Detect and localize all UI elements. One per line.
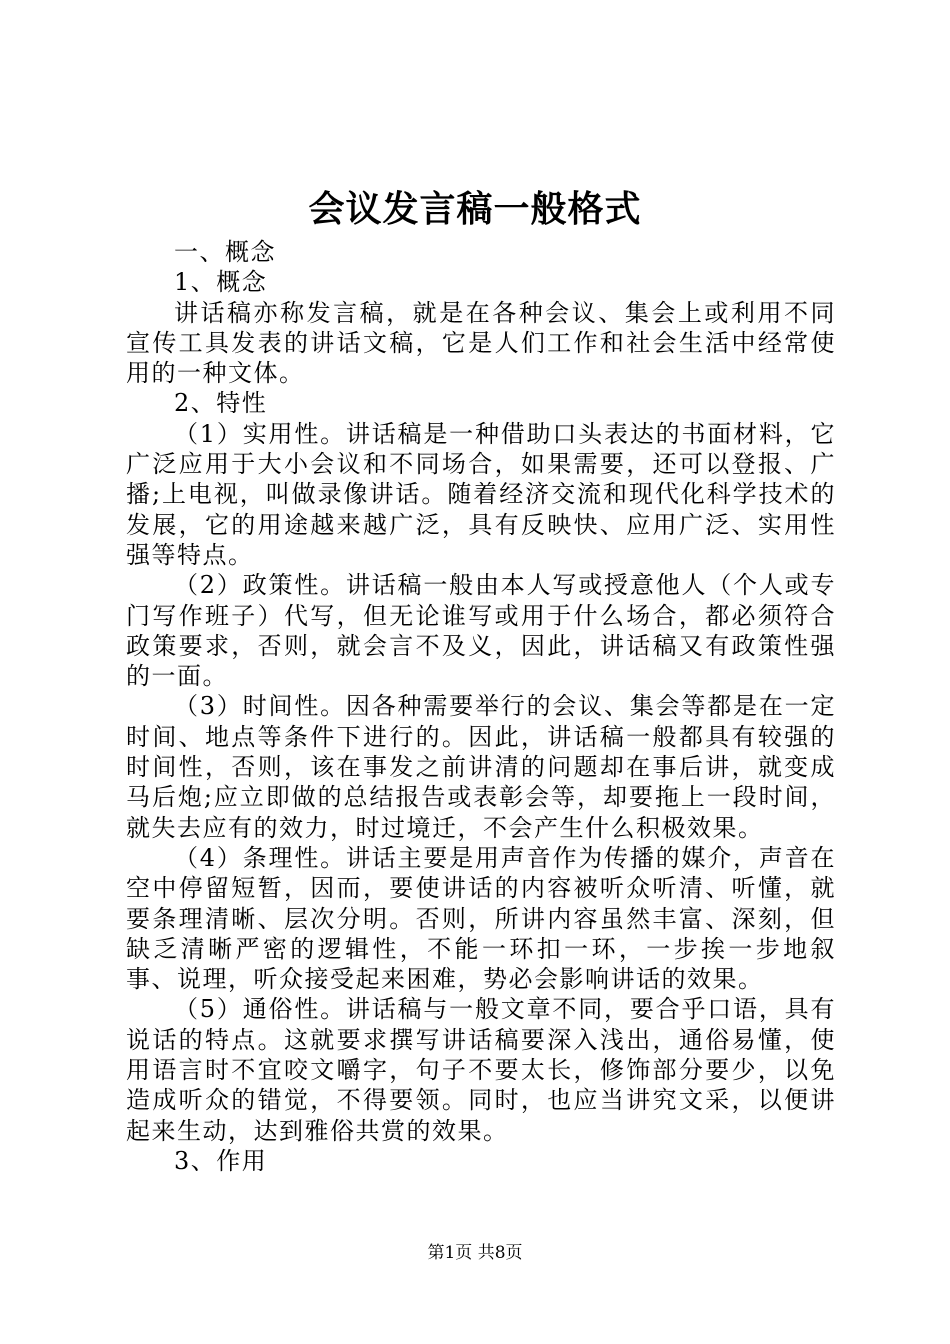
section-heading-concept: 一、概念 — [174, 238, 276, 266]
paragraph-definition: 讲话稿亦称发言稿，就是在各种会议、集会上或利用不同宣传工具发表的讲话文稿，它是人们工作和社会生活中经常使用的一种文体。 — [126, 298, 836, 388]
subsection-heading-features: 2、特性 — [174, 389, 268, 418]
subsection-heading-concept: 1、概念 — [174, 268, 268, 297]
paragraph-practicality: （1）实用性。讲话稿是一种借助口头表达的书面材料，它广泛应用于大小会议和不同场合，如果需要，还可以登报、广播;上电视，叫做录像讲话。随着经济交流和现代化科学技术的发展，它的用途越来越广泛，具有反映快、应用广泛、实用性强等特点。 — [126, 419, 836, 569]
subsection-heading-function: 3、作用 — [174, 1146, 268, 1175]
paragraph-policy: （2）政策性。讲话稿一般由本人写或授意他人（个人或专门写作班子）代写，但无论谁写或用于什么场合，都必须符合政策要求，否则，就会言不及义，因此，讲话稿又有政策性强的一面。 — [126, 571, 836, 691]
paragraph-orderliness: （4）条理性。讲话主要是用声音作为传播的媒介，声音在空中停留短暂，因而，要使讲话的内容被听众听清、听懂，就要条理清晰、层次分明。否则，所讲内容虽然丰富、深刻，但缺乏清晰严密的逻辑性，不能一环扣一环，一步挨一步地叙事、说理，听众接受起来困难，势必会影响讲话的效果。 — [126, 843, 836, 994]
page-footer: 第1页 共8页 — [427, 1243, 523, 1263]
document-body — [126, 237, 836, 1176]
paragraph-popularity: （5）通俗性。讲话稿与一般文章不同，要合乎口语，具有说话的特点。这就要求撰写讲话稿要深入浅出，通俗易懂，使用语言时不宜咬文嚼字，句子不要太长，修饰部分要少，以免造成听众的错觉，不得要领。同时，也应当讲究文采，以便讲起来生动，达到雅俗共赏的效果。 — [126, 995, 836, 1145]
paragraph-timeliness: （3）时间性。因各种需要举行的会议、集会等都是在一定时间、地点等条件下进行的。因此，讲话稿一般都具有较强的时间性，否则，该在事发之前讲清的问题却在事后讲，就变成马后炮;应立即做的总结报告或表彰会等，却要拖上一段时间，就失去应有的效力，时过境迁，不会产生什么积极效果。 — [126, 692, 836, 842]
document-title: 会议发言稿一般格式 — [308, 188, 642, 230]
